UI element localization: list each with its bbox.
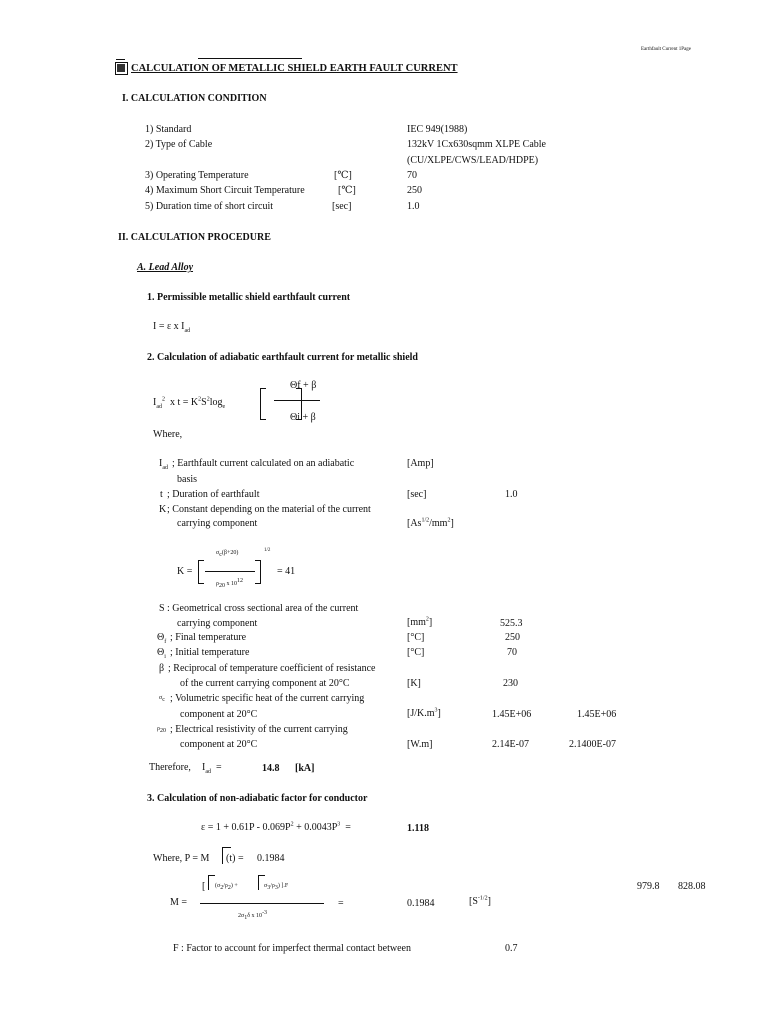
- def-symbol-theta-i: $\Theta_i$: [157, 647, 166, 660]
- step-2-heading: 2. Calculation of adiabatic earthfault current for metallic shield: [147, 352, 418, 363]
- extra-value-2: 828.08: [678, 881, 706, 892]
- step-1-formula: I = ε x $I_{ad}$: [153, 321, 191, 334]
- def-value: 525.3: [500, 618, 523, 629]
- condition-label: 3) Operating Temperature: [145, 170, 249, 181]
- def-value: 250: [505, 632, 520, 643]
- condition-value: (CU/XLPE/CWS/LEAD/HDPE): [407, 155, 539, 166]
- step-3-heading: 3. Calculation of non-adiabatic factor for conductor: [147, 793, 368, 804]
- condition-label: 1) Standard: [145, 124, 192, 135]
- def-unit: [W.m]: [407, 739, 433, 750]
- adiabatic-formula-lhs: $I_{ad}^2$ x $t = K^2S^2\log_e$: [153, 396, 226, 410]
- def-description-cont: basis: [177, 474, 197, 485]
- condition-label: 2) Type of Cable: [145, 139, 213, 150]
- therefore-value: 14.8: [262, 763, 280, 774]
- section-1-heading: I. CALCULATION CONDITION: [122, 93, 267, 104]
- def-description: ; Earthfault current calculated on an adiabatic: [172, 458, 355, 469]
- section-2-heading: II. CALCULATION PROCEDURE: [118, 232, 271, 243]
- def-description: ; Duration of earthfault: [167, 489, 260, 500]
- therefore-unit: [kA]: [295, 763, 315, 774]
- m-denominator: $2\sigma_1\delta$ x $10^{-3}$: [238, 910, 268, 922]
- def-unit: [°C]: [407, 632, 425, 643]
- def-description-cont: of the current carrying component at 20°C: [180, 678, 350, 689]
- title-overline: [198, 58, 302, 59]
- k-left-bracket: [198, 560, 204, 584]
- condition-unit: [℃]: [338, 185, 356, 196]
- def-value-alt: 1.45E+06: [577, 709, 617, 720]
- def-symbol-s: S: [159, 603, 165, 614]
- m-value: 0.1984: [407, 898, 435, 909]
- def-description-cont: carrying component: [177, 618, 258, 629]
- therefore-label: Therefore,: [149, 762, 191, 773]
- k-exponent: 1/2: [264, 548, 271, 553]
- def-value: 70: [507, 647, 517, 658]
- condition-label: 5) Duration time of short circuit: [145, 201, 274, 212]
- subsection-a-heading: A. Lead Alloy: [137, 262, 194, 273]
- def-symbol-rho-20: $\rho_{20}$: [157, 726, 166, 735]
- m-numerator: $(\sigma_2/\rho_2)$ +: [215, 883, 238, 892]
- m-fraction-bar: [200, 903, 324, 904]
- page-title: CALCULATION OF METALLIC SHIELD EARTH FAULT CURRENT: [131, 63, 458, 74]
- k-fraction-bar: [205, 571, 255, 572]
- fraction-numerator: Θf + β: [290, 380, 317, 391]
- condition-value: IEC 949(1988): [407, 124, 468, 135]
- m-equals: =: [338, 898, 344, 909]
- step-1-heading: 1. Permissible metallic shield earthfault current: [147, 292, 351, 303]
- k-result: = 41: [277, 566, 296, 577]
- k-formula-lhs: K =: [177, 566, 193, 577]
- def-unit: [sec]: [407, 489, 427, 500]
- def-description: ; Constant depending on the material of the current: [167, 504, 371, 515]
- def-description: ; Final temperature: [170, 632, 247, 643]
- therefore-symbol: $I_{ad}$ =: [202, 762, 222, 775]
- left-bracket: [260, 388, 266, 420]
- sqrt-icon: [208, 875, 215, 890]
- def-unit: $[J/K.m^3]$: [407, 707, 441, 719]
- def-description: : Geometrical cross sectional area of the current: [167, 603, 359, 614]
- k-denominator: $\rho_{20}$ x $10^{12}$: [216, 578, 243, 590]
- condition-value: 132kV 1Cx630sqmm XLPE Cable: [407, 139, 546, 150]
- def-symbol-theta-f: $\Theta_f$: [157, 632, 167, 645]
- def-value: 1.45E+06: [492, 709, 532, 720]
- def-description-cont: carrying component: [177, 518, 258, 529]
- where-label: Where,: [153, 429, 183, 440]
- page-reference: Earthfault Current 1Page: [641, 47, 691, 52]
- p-formula: Where, P = M: [153, 853, 210, 864]
- def-description-cont: component at 20°C: [180, 709, 258, 720]
- checkbox-overline: [116, 59, 125, 60]
- def-value: 230: [503, 678, 518, 689]
- right-bracket: [296, 388, 302, 420]
- def-description-cont: component at 20°C: [180, 739, 258, 750]
- def-description: ; Electrical resistivity of the current carrying: [170, 724, 348, 735]
- condition-value: 1.0: [407, 201, 420, 212]
- def-description: ; Volumetric specific heat of the current carrying: [170, 693, 365, 704]
- f-factor-description: F : Factor to account for imperfect thermal contact between: [173, 943, 411, 954]
- epsilon-value: 1.118: [407, 823, 429, 834]
- def-value: 1.0: [505, 489, 518, 500]
- m-unit: $[S^{-1/2}]$: [469, 895, 491, 907]
- m-numerator-2: $\sigma_3/\rho_3$) ].F: [264, 883, 289, 892]
- def-symbol-sigma-c: $\sigma_c$: [159, 695, 165, 704]
- def-unit: [°C]: [407, 647, 425, 658]
- def-symbol-k: K: [159, 504, 167, 515]
- def-value: 2.14E-07: [492, 739, 529, 750]
- def-symbol-iad: $I_{ad}$: [159, 458, 169, 471]
- extra-value-1: 979.8: [637, 881, 660, 892]
- p-value: 0.1984: [257, 853, 285, 864]
- def-symbol-beta: β: [159, 663, 165, 674]
- fraction-denominator: Θi + β: [290, 412, 316, 423]
- def-description: ; Initial temperature: [170, 647, 250, 658]
- condition-value: 250: [407, 185, 422, 196]
- k-numerator: $\sigma_c(\beta+20)$: [216, 550, 239, 559]
- def-unit: $[mm^2]$: [407, 616, 433, 628]
- m-formula-lhs: M =: [170, 897, 188, 908]
- def-unit: $[As^{1/2}/mm^2]$: [407, 517, 454, 529]
- condition-label: 4) Maximum Short Circuit Temperature: [145, 185, 305, 196]
- checkbox-icon: [115, 62, 128, 75]
- def-value-alt: 2.1400E-07: [569, 739, 616, 750]
- def-unit: [Amp]: [407, 458, 434, 469]
- condition-unit: [℃]: [334, 170, 352, 181]
- f-factor-value: 0.7: [505, 943, 518, 954]
- epsilon-formula: $\varepsilon = 1 + 0.61P - 0.069P^2 + 0.0043P^3$ =: [201, 821, 351, 833]
- def-unit: [K]: [407, 678, 421, 689]
- m-numerator-open: [: [202, 881, 206, 892]
- p-formula-tail: (t) =: [226, 853, 244, 864]
- k-right-bracket: [255, 560, 261, 584]
- condition-value: 70: [407, 170, 417, 181]
- def-description: ; Reciprocal of temperature coefficient of resistance: [168, 663, 376, 674]
- def-symbol-t: t: [160, 489, 163, 500]
- condition-unit: [sec]: [332, 201, 352, 212]
